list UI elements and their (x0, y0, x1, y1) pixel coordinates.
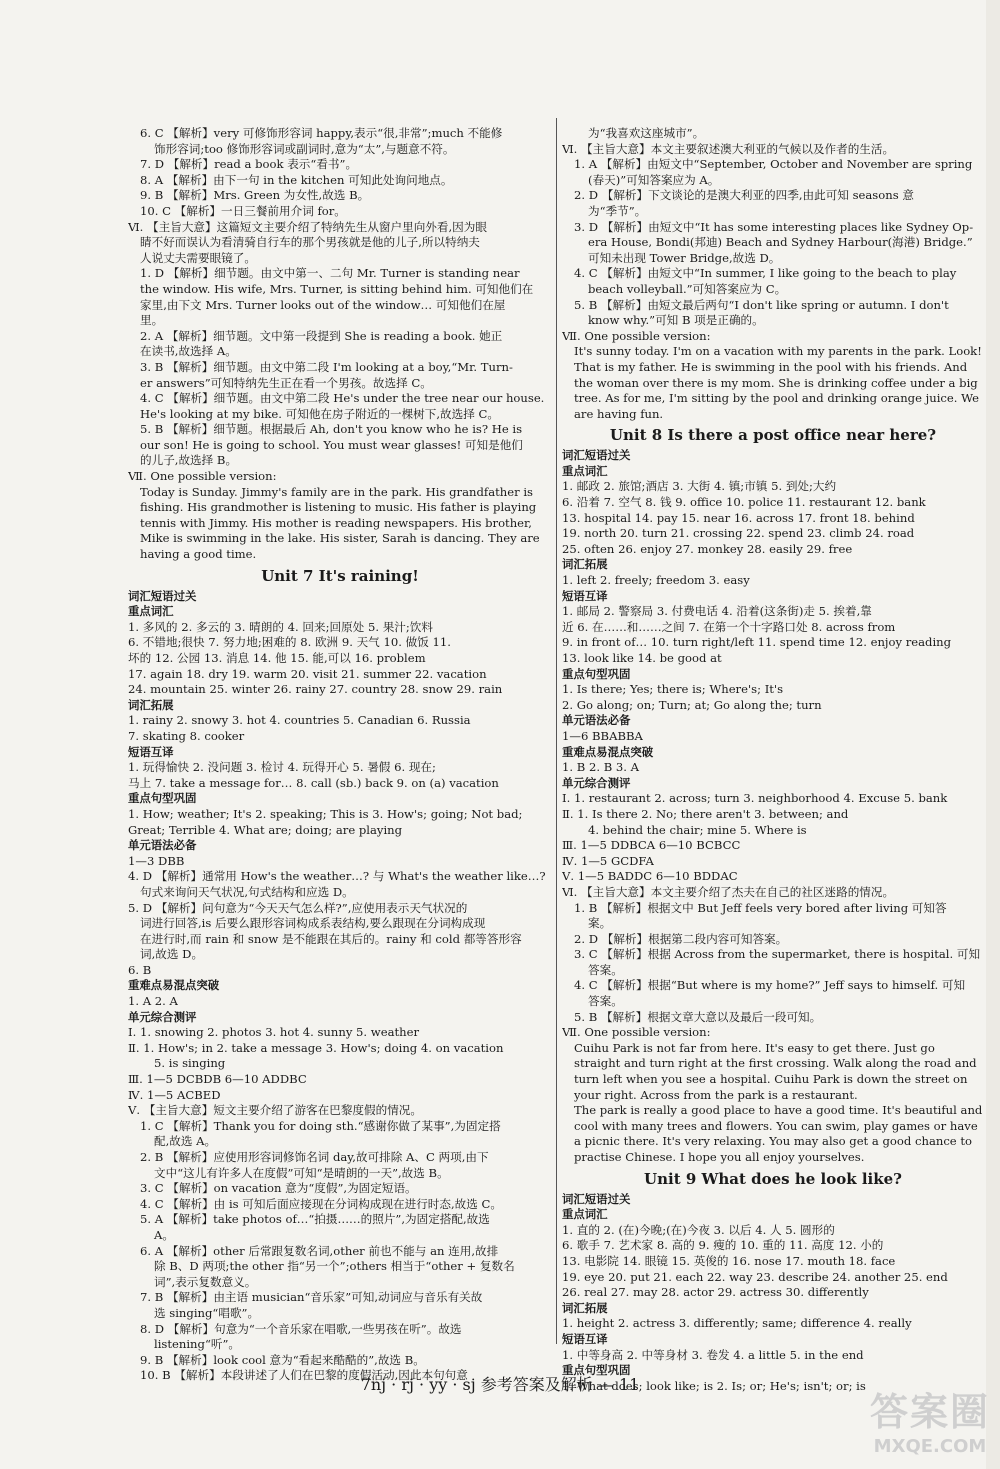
answer-line: 10. C 【解析】一日三餐前用介词 for。 (140, 203, 346, 218)
watermark-url: MXQE.COM (873, 1436, 987, 1457)
right-answers-unit7 (562, 126, 984, 344)
answer-line: 5. A 【解析】take photos of…“拍摄……的照片”,为固定搭配,故选 (140, 1212, 490, 1227)
answer-line: 马上 7. take a message for… 8. call (sb.) back 9. on (a) vacation (128, 775, 499, 790)
section-heading: 词汇拓展 (128, 697, 174, 712)
answer-line: 1. 中等身高 2. 中等身材 3. 卷发 4. a little 5. in the end (562, 1347, 864, 1362)
answer-line: 6. 歌手 7. 艺术家 8. 高的 9. 瘦的 10. 重的 11. 高度 12. 小的 (562, 1238, 884, 1253)
section-heading: 重点词汇 (562, 463, 608, 478)
answer-line: 1. 多风的 2. 多云的 3. 晴朗的 4. 回来;回原处 5. 果汁;饮料 (128, 619, 433, 634)
answer-line: Ⅴ. 1—5 BADDC 6—10 BDDAC (562, 869, 738, 884)
answer-line: 可知未出现 Tower Bridge,故选 D。 (588, 250, 781, 265)
answer-line: 13. look like 14. be good at (562, 651, 722, 665)
answer-line: 1. How; weather; It's 2. speaking; This is 3. How's; going; Not bad; (128, 806, 523, 821)
left-essay (128, 485, 552, 563)
answer-line: 3. B 【解析】细节题。由文中第二段 I'm looking at a boy,“Mr. Turn- (140, 359, 513, 374)
section-heading: 词汇短语过关 (128, 588, 197, 603)
answer-line: 1. height 2. actress 3. differently; same; difference 4. really (562, 1316, 912, 1331)
answer-line: Ⅱ. 1. Is there 2. No; there aren't 3. between; and (562, 806, 849, 821)
answer-line: 1. A 【解析】由短文中“September, October and November are spring (574, 157, 973, 172)
answer-line: the window. His wife, Mrs. Turner, is sitting behind him. 可知他们在 (140, 281, 534, 296)
answer-line: 4. D 【解析】通常用 How's the weather…? 与 What's the weather like…? (128, 869, 546, 884)
answer-line: 25. often 26. enjoy 27. monkey 28. easily 29. free (562, 541, 853, 556)
answer-line: 家里,由下文 Mrs. Turner looks out of the window… 可知他们在屋 (140, 297, 506, 312)
answer-line: Ⅵ. 【主旨大意】本文主要叙述澳大利亚的气候以及作者的生活。 (562, 141, 895, 156)
answer-line: Ⅵ. 【主旨大意】本文主要介绍了杰夫在自己的社区迷路的情况。 (562, 884, 895, 899)
right-essay (562, 344, 984, 422)
answer-line: 选 singing“唱歌”。 (154, 1305, 260, 1320)
essay-paragraph: Today is Sunday. Jimmy's family are in the park. His grandfather is fishing. His grandmother is listening to music. His father is playing tennis with Jimmy. His mother is reading newspapers. His brother, Mike is swimming in the lake. His sister, Sarah is dancing. They are having a good time. (140, 484, 540, 562)
right-essay-2 (562, 1041, 984, 1166)
answer-line: 在进行时,而 rain 和 snow 是不能跟在其后的。rainy 和 cold 都等答形容 (140, 931, 522, 946)
answer-line: 1. 直的 2. (在)今晚;(在)今夜 3. 以后 4. 人 5. 圆形的 (562, 1222, 835, 1237)
essay-paragraph: The park is really a good place to have a good time. It's beautiful and cool with many trees and flowers. You can swim, play games or have a picnic there. It's very relaxing. You may also get a good chance to practise Chinese. I hope you all enjoy yourselves. (574, 1103, 983, 1164)
answer-line: 人说丈夫需要眼镜了。 (140, 250, 256, 265)
answer-line: 7. B 【解析】由主语 musician“音乐家”可知,动词应与音乐有关故 (140, 1290, 483, 1305)
answer-line: 睛不好而误认为看清骑自行车的那个男孩就是他的儿子,所以特纳夫 (140, 235, 480, 250)
answer-line: 5. B 【解析】根据文章大意以及最后一段可知。 (574, 1009, 822, 1024)
answer-line: 19. north 20. turn 21. crossing 22. spend 23. climb 24. road (562, 526, 915, 541)
answer-line: our son! He is going to school. You must wear glasses! 可知是他们 (140, 437, 523, 452)
unit9-title: Unit 9 What does he look like? (644, 1169, 902, 1188)
answer-line: 1. 邮局 2. 警察局 3. 付费电话 4. 沿着(这条街)走 5. 挨着,靠 (562, 604, 872, 619)
unit7-title: Unit 7 It's raining! (261, 566, 419, 585)
answer-line: Ⅵ. 【主旨大意】这篇短文主要介绍了特纳先生从窗户里向外看,因为眼 (128, 219, 487, 234)
section-heading: 重点词汇 (562, 1207, 608, 1222)
answer-line: 3. C 【解析】根据 Across from the supermarket, there is hospital. 可知 (574, 947, 981, 962)
section-heading: 单元综合测评 (562, 775, 631, 790)
answer-line: 4. C 【解析】由 is 可知后面应接现在分词构成现在进行时态,故选 C。 (140, 1196, 503, 1211)
answer-line: 19. eye 20. put 21. each 22. way 23. describe 24. another 25. end (562, 1269, 948, 1284)
section-heading: 单元综合测评 (128, 1009, 197, 1024)
unit8-title: Unit 8 Is there a post office near here? (609, 426, 937, 445)
answer-line: 5. B 【解析】由短文最后两句“I don't like spring or autumn. I don't (574, 297, 949, 312)
answer-line: 13. hospital 14. pay 15. near 16. across 17. front 18. behind (562, 510, 915, 525)
answer-line: 6. B (128, 962, 152, 977)
answer-line: 13. 电影院 14. 眼镜 15. 英俊的 16. nose 17. mouth 18. face (562, 1253, 896, 1268)
answer-line: 2. D 【解析】下文谈论的是澳大利亚的四季,由此可知 seasons 意 (574, 188, 914, 203)
answer-line: 词进行回答,is 后要么跟形容词构成系表结构,要么跟现在分词构成现 (140, 916, 486, 931)
section-heading: 重难点易混点突破 (128, 978, 220, 993)
section-heading: 重点句型巩固 (562, 1363, 631, 1378)
answer-line: Ⅴ. 【主旨大意】短文主要介绍了游客在巴黎度假的情况。 (128, 1103, 422, 1118)
answer-line: Ⅲ. 1—5 DDBCA 6—10 BCBCC (562, 838, 741, 853)
answer-line: 8. D 【解析】句意为“一个音乐家在唱歌,一些男孩在听”。故选 (140, 1321, 462, 1336)
section-heading: 单元语法必备 (128, 838, 197, 853)
section-heading: 短语互译 (562, 1331, 608, 1346)
watermark-logo (870, 1381, 990, 1457)
answer-line: 9. in front of… 10. turn right/left 11. spend time 12. enjoy reading (562, 635, 952, 650)
answer-line: 8. A 【解析】由下一句 in the kitchen 可知此处询问地点。 (140, 172, 453, 187)
section-heading: 词汇拓展 (562, 1300, 608, 1315)
section-heading: 词汇短语过关 (562, 448, 631, 463)
answer-line: 1. 玩得愉快 2. 没问题 3. 检讨 4. 玩得开心 5. 暑假 6. 现在; (128, 760, 436, 775)
answer-line: 1. B 2. B 3. A (562, 760, 640, 775)
answer-line: 1. left 2. freely; freedom 3. easy (562, 573, 750, 588)
answer-line: 2. Go along; on; Turn; at; Go along the; turn (562, 697, 822, 712)
answer-line: 6. A 【解析】other 后常跟复数名词,other 前也不能与 an 连用,故排 (140, 1243, 499, 1258)
answer-line: 1. C 【解析】Thank you for doing sth.“感谢你做了某事”,为固定搭 (140, 1118, 501, 1133)
answer-line: 3. C 【解析】on vacation 意为“度假”,为固定短语。 (140, 1181, 417, 1196)
answer-line: (春天)”可知答案应为 A。 (588, 172, 720, 187)
section-heading: 词汇短语过关 (562, 1191, 631, 1206)
answer-line: Ⅶ. One possible version: (562, 1025, 711, 1040)
answer-line: era House, Bondi(邦迪) Beach and Sydney Harbour(海港) Bridge.” (588, 235, 973, 250)
answer-line: 1. B 【解析】根据文中 But Jeff feels very bored after living 可知答 (574, 900, 947, 915)
answer-line: 饰形容词;too 修饰形容词或副词时,意为“太”,与题意不符。 (154, 141, 455, 156)
section-heading: 重难点易混点突破 (562, 744, 654, 759)
section-heading: 词汇拓展 (562, 557, 608, 572)
left-column (128, 126, 552, 1384)
answer-line: er answers”可知特纳先生正在看一个男孩。故选择 C。 (140, 375, 432, 390)
answer-line: He's looking at my bike. 可知他在房子附近的一棵树下,故选择 C。 (140, 406, 499, 421)
answer-line: 词,故选 D。 (140, 947, 204, 962)
answer-line: 4. behind the chair; mine 5. Where is (588, 822, 807, 837)
answer-line: 4. C 【解析】细节题。由文中第二段 He's under the tree near our house. (140, 391, 545, 406)
answer-line: 1. rainy 2. snowy 3. hot 4. countries 5. Canadian 6. Russia (128, 713, 471, 728)
answer-line: Ⅳ. 1—5 ACBED (128, 1087, 221, 1102)
answer-line: Ⅱ. 1. How's; in 2. take a message 3. How's; doing 4. on vacation (128, 1040, 504, 1055)
right-answers-unit9 (562, 1192, 984, 1395)
answer-line: 2. B 【解析】应使用形容词修饰名词 day,故可排除 A、C 两项,由下 (140, 1150, 489, 1164)
answer-line: 9. B 【解析】Mrs. Green 为女性,故选 B。 (140, 188, 370, 203)
answer-line: 坏的 12. 公园 13. 消息 14. 他 15. 能,可以 16. problem (128, 651, 426, 665)
answer-line: A。 (154, 1227, 174, 1242)
answer-line: 句式来询问天气状况,句式结构和应选 D。 (140, 884, 354, 899)
answer-line: 26. real 27. may 28. actor 29. actress 30. differently (562, 1285, 869, 1300)
answer-line: 1. A 2. A (128, 994, 178, 1009)
left-answers-unit6 (128, 126, 552, 485)
essay-paragraph: Cuihu Park is not far from here. It's easy to get there. Just go straight and turn right at the first crossing. Walk along the road and turn left when you see a hospital. Cuihu Park is down the street on your right. Across from the park is a restaurant. (574, 1040, 977, 1102)
essay-paragraph: It's sunny today. I'm on a vacation with my parents in the park. Look! That is my father. He is swimming in the pool with his friends. And the woman over there is my mom. She is drinking coffee under a big tree. As for me, I'm sitting by the pool and drinking orange juice. We are having fun. (574, 344, 982, 421)
answer-line: Ⅶ. One possible version: (128, 469, 277, 484)
answer-line: 6. 沿着 7. 空气 8. 钱 9. office 10. police 11. restaurant 12. bank (562, 495, 926, 510)
answer-line: 17. again 18. dry 19. warm 20. visit 21. summer 22. vacation (128, 666, 487, 681)
answer-line: 5. is singing (154, 1056, 226, 1071)
answer-line: 2. A 【解析】细节题。文中第一段提到 She is reading a book. 她正 (140, 328, 503, 343)
answer-line: 1—3 DBB (128, 853, 185, 868)
answer-line: 24. mountain 25. winter 26. rainy 27. country 28. snow 29. rain (128, 682, 503, 697)
answer-line: 近 6. 在……和……之间 7. 在第一个十字路口处 8. across from (562, 619, 896, 634)
answer-line: 5. D 【解析】问句意为“今天天气怎么样?”,应使用表示天气状况的 (128, 900, 468, 915)
answer-line: 1. What does; look like; is 2. Is; or; He's; isn't; or; is (562, 1378, 866, 1393)
answer-line: 答案。 (588, 962, 623, 977)
answer-line: 为“我喜欢这座城市”。 (588, 126, 705, 140)
answer-line: 4. C 【解析】由短文中“In summer, I like going to the beach to play (574, 266, 957, 281)
answer-line: listening“听”。 (154, 1337, 240, 1352)
page-footer: 7nj · rj · yy · sj 参考答案及解析 — 11 (360, 1375, 640, 1394)
answer-line: Ⅲ. 1—5 DCBDB 6—10 ADDBC (128, 1072, 307, 1087)
section-heading: 单元语法必备 (562, 713, 631, 728)
section-heading: 短语互译 (128, 744, 174, 759)
answer-line: 1. D 【解析】细节题。由文中第一、二句 Mr. Turner is standing near (140, 266, 520, 281)
answer-line: 7. D 【解析】read a book 表示“看书”。 (140, 157, 358, 172)
section-heading: 重点句型巩固 (128, 791, 197, 806)
column-divider (556, 118, 557, 1344)
answer-line: Ⅰ. 1. snowing 2. photos 3. hot 4. sunny 5. weather (128, 1025, 420, 1040)
answer-line: 4. C 【解析】根据“But where is my home?” Jeff says to himself. 可知 (574, 978, 966, 993)
watermark-text: 答案圈 (869, 1390, 990, 1434)
answer-line: 7. skating 8. cooker (128, 728, 245, 743)
answer-line: 除 B、D 两项;the other 指“另一个”;others 相当于“other + 复数名 (154, 1259, 515, 1274)
section-heading: 重点词汇 (128, 604, 174, 619)
answer-line: 配,故选 A。 (154, 1134, 217, 1149)
answer-line: 1. 邮政 2. 旅馆;酒店 3. 大街 4. 镇;市镇 5. 到处;大约 (562, 479, 837, 494)
answer-line: 答案。 (588, 994, 623, 1009)
answer-line: beach volleyball.”可知答案应为 C。 (588, 281, 787, 296)
answer-line: Great; Terrible 4. What are; doing; are playing (128, 822, 403, 837)
section-heading: 短语互译 (562, 588, 608, 603)
answer-line: 为“季节”。 (588, 203, 647, 218)
answer-line: 的儿子,故选择 B。 (140, 453, 238, 468)
page-edge (986, 0, 1000, 1469)
answer-line: Ⅳ. 1—5 GCDFA (562, 853, 654, 868)
section-heading: 重点句型巩固 (562, 666, 631, 681)
answer-line: 5. B 【解析】细节题。根据最后 Ah, don't you know who he is? He is (140, 422, 523, 437)
answer-line: 文中“这儿有许多人在度假”可知“是晴朗的一天”,故选 B。 (154, 1165, 449, 1180)
right-answers-unit8 (562, 448, 984, 1041)
answer-line: 在读书,故选择 A。 (140, 344, 237, 359)
answer-line: 9. B 【解析】look cool 意为“看起来酷酷的”,故选 B。 (140, 1352, 425, 1367)
answer-line: know why.”可知 B 项是正确的。 (588, 313, 764, 328)
answer-line: 里。 (140, 313, 164, 328)
answer-line: 词”,表示复数意义。 (154, 1274, 257, 1289)
right-column (562, 126, 984, 1394)
answer-line: Ⅰ. 1. restaurant 2. across; turn 3. neighborhood 4. Excuse 5. bank (562, 791, 948, 806)
answer-line: 3. D 【解析】由短文中“It has some interesting places like Sydney Op- (574, 219, 974, 234)
answer-line: 6. C 【解析】very 可修饰形容词 happy,表示“很,非常”;much 不能修 (140, 126, 503, 140)
left-answers-unit7 (128, 589, 552, 1384)
answer-line: 6. 不错地;很快 7. 努力地;困难的 8. 欧洲 9. 天气 10. 做饭 11. (128, 635, 451, 650)
answer-line: 10. B 【解析】本段讲述了人们在巴黎的度假活动,因此本句句意 (140, 1368, 468, 1383)
answer-line: 2. D 【解析】根据第二段内容可知答案。 (574, 931, 788, 946)
answer-line: 案。 (588, 916, 612, 931)
answer-line: Ⅶ. One possible version: (562, 328, 711, 343)
answer-line: 1—6 BBABBA (562, 728, 643, 743)
answer-line: 1. Is there; Yes; there is; Where's; It's (562, 682, 784, 697)
